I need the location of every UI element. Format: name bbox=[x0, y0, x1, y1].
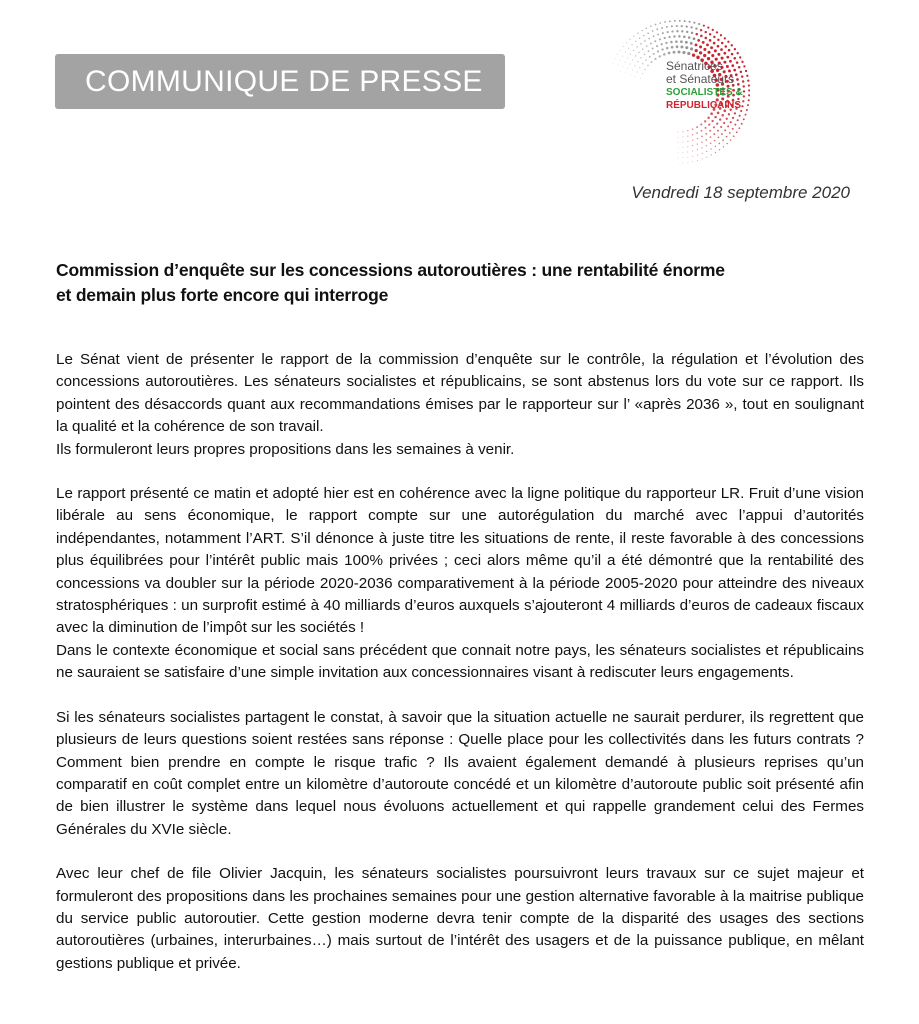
logo-line-2: et Sénateurs bbox=[666, 72, 735, 86]
headline-line-2: et demain plus forte encore qui interroge bbox=[56, 285, 389, 305]
paragraph-1-text-2: Ils formuleront leurs propres propositions dans les semaines à venir. bbox=[56, 440, 515, 458]
paragraph-4-text: Avec leur chef de file Olivier Jacquin, les sénateurs socialistes poursuivront leurs travaux sur ce sujet majeur et formuleront des propositions dans les prochaines semaines pour une gestion alternative favorable à la maitrise publique du service public autoroutier. Cette gestion moderne devra tenir compte de la disparité des usages des sections autoroutières (urbaines, interurbaines…) mais surtout de l’intérêt des usagers et de la puissance publique, en mêlant gestions publique et privée. bbox=[56, 865, 864, 972]
paragraph-2-text-2: Dans le contexte économique et social sans précédent que connait notre pays, les sénateurs socialistes et républicains ne sauraient se satisfaire d’une simple invitation aux concessionnaires visant à rediscuter leurs engagements. bbox=[56, 641, 864, 682]
logo-text bbox=[666, 60, 743, 112]
logo-line-1: Sénatrices bbox=[666, 59, 723, 73]
paragraph-1-text: Le Sénat vient de présenter le rapport de la commission d’enquête sur le contrôle, la régulation et l’évolution des concessions autoroutières. Les sénateurs socialistes et républicains, se sont abstenus lors du vote sur ce rapport. Ils pointent des désaccords quant aux recommandations émises par le rapporteur sur l’ «après 2036 », tout en soulignant la qualité et la cohérence de son travail. bbox=[56, 351, 864, 436]
paragraph-4 bbox=[56, 863, 864, 975]
body-text bbox=[56, 349, 864, 997]
press-release-banner bbox=[55, 54, 505, 109]
logo-line-3: SOCIALISTES & bbox=[666, 87, 743, 98]
paragraph-1 bbox=[56, 349, 864, 461]
paragraph-3-text: Si les sénateurs socialistes partagent le constat, à savoir que la situation actuelle ne saurait perdurer, ils regrettent que plusieurs de leurs questions soient restées sans réponse : Quelle place pour les collectivités dans les futurs contrats ? Comment bien prendre en compte le risque trafic ? Ils avaient également demandé à plusieurs reprises qu’un comparatif en coût complet entre un kilomètre d’autoroute concédé et un kilomètre d’autoroute public soit présenté afin de bien illustrer le système dans lequel nous évoluons actuellement et qui rappelle grandement celui des Fermes Générales du XVIe siècle. bbox=[56, 708, 864, 838]
logo-line-4: RÉPUBLICAINS bbox=[666, 100, 742, 111]
paragraph-3 bbox=[56, 707, 864, 841]
paragraph-2 bbox=[56, 483, 864, 685]
headline-line-1: Commission d’enquête sur les concessions autoroutières : une rentabilité énorme bbox=[56, 260, 725, 280]
banner-label: COMMUNIQUE DE PRESSE bbox=[85, 64, 483, 98]
release-date: Vendredi 18 septembre 2020 bbox=[631, 183, 850, 202]
headline bbox=[56, 258, 856, 308]
paragraph-2-text: Le rapport présenté ce matin et adopté hier est en cohérence avec la ligne politique du rapporteur LR. Fruit d’une vision libérale au sens économique, le rapport compte sur une autorégulation du marché avec l’appui d’autorités indépendantes, notamment l’ART. S’il dénonce à juste titre les situations de rente, il reste favorable à des concessions plus équilibrées pour l’intérêt public mais 100% privées ; ceci alors même qu’il a été démontré que la rentabilité des concessions va doubler sur la période 2020-2036 comparativement à la période 2005-2020 pour atteindre des niveaux stratosphériques : un surprofit estimé à 40 milliards d’euros auxquels s’ajouteront 4 milliards d’euros de cadeaux fiscaux avec la diminution de l’impôt sur les sociétés ! bbox=[56, 485, 864, 637]
